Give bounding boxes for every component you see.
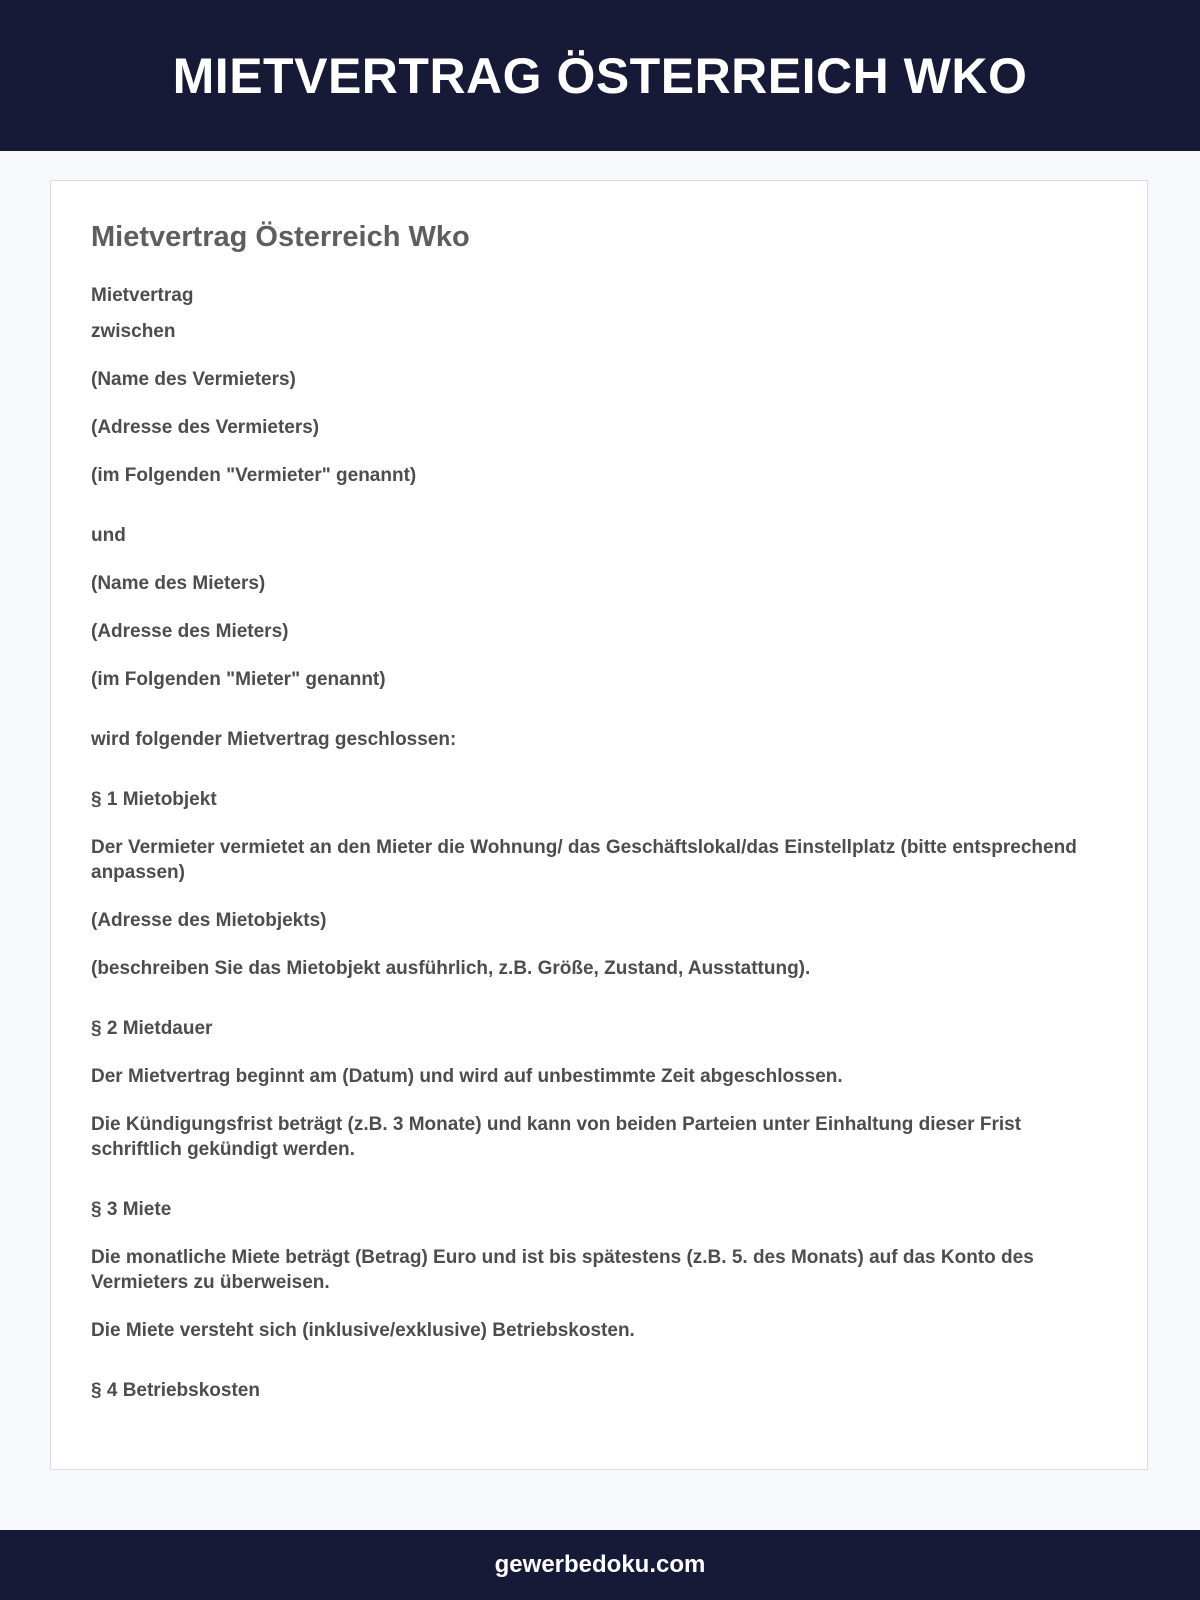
section-title: § 3 Miete [91, 1198, 172, 1220]
party-line: und [91, 524, 126, 546]
section-1 [91, 787, 1107, 981]
header-banner [0, 0, 1200, 151]
section-3 [91, 1197, 1107, 1343]
section-paragraph: Der Vermieter vermietet an den Mieter die Wohnung/ das Geschäftslokal/das Einstellplatz (bitte entsprechend anpassen) [91, 836, 1077, 883]
section-paragraph: Die Miete versteht sich (inklusive/exklusive) Betriebskosten. [91, 1319, 635, 1341]
section-4 [91, 1378, 1107, 1403]
party-line: (im Folgenden "Mieter" genannt) [91, 668, 386, 690]
section-2 [91, 1016, 1107, 1162]
section-paragraph: Die monatliche Miete beträgt (Betrag) Euro und ist bis spätestens (z.B. 5. des Monats) auf das Konto des Vermieters zu überweisen. [91, 1246, 1034, 1293]
party-line: (im Folgenden "Vermieter" genannt) [91, 464, 417, 486]
party-line: (Name des Vermieters) [91, 368, 296, 390]
section-paragraph: Die Kündigungsfrist beträgt (z.B. 3 Monate) und kann von beiden Parteien unter Einhaltung dieser Frist schriftlich gekündigt werden. [91, 1113, 1022, 1160]
party-line: zwischen [91, 320, 176, 342]
section-paragraph: Der Mietvertrag beginnt am (Datum) und wird auf unbestimmte Zeit abgeschlossen. [91, 1065, 843, 1087]
section-title: § 2 Mietdauer [91, 1017, 213, 1039]
party-line: (Adresse des Mieters) [91, 620, 289, 642]
banner-title: MIETVERTRAG ÖSTERREICH WKO [172, 47, 1028, 104]
footer-site-link[interactable]: gewerbedoku.com [494, 1551, 706, 1578]
footer-bar [0, 1530, 1200, 1600]
section-title: § 1 Mietobjekt [91, 788, 217, 810]
document-card [50, 180, 1148, 1470]
section-paragraph: (beschreiben Sie das Mietobjekt ausführlich, z.B. Größe, Zustand, Ausstattung). [91, 957, 811, 979]
section-paragraph: (Adresse des Mietobjekts) [91, 909, 327, 931]
document-heading: Mietvertrag [91, 284, 194, 306]
party-line: wird folgender Mietvertrag geschlossen: [91, 728, 457, 750]
party-line: (Adresse des Vermieters) [91, 416, 320, 438]
party-line: (Name des Mieters) [91, 572, 266, 594]
section-title: § 4 Betriebskosten [91, 1379, 260, 1401]
document-title: Mietvertrag Österreich Wko [91, 221, 470, 253]
